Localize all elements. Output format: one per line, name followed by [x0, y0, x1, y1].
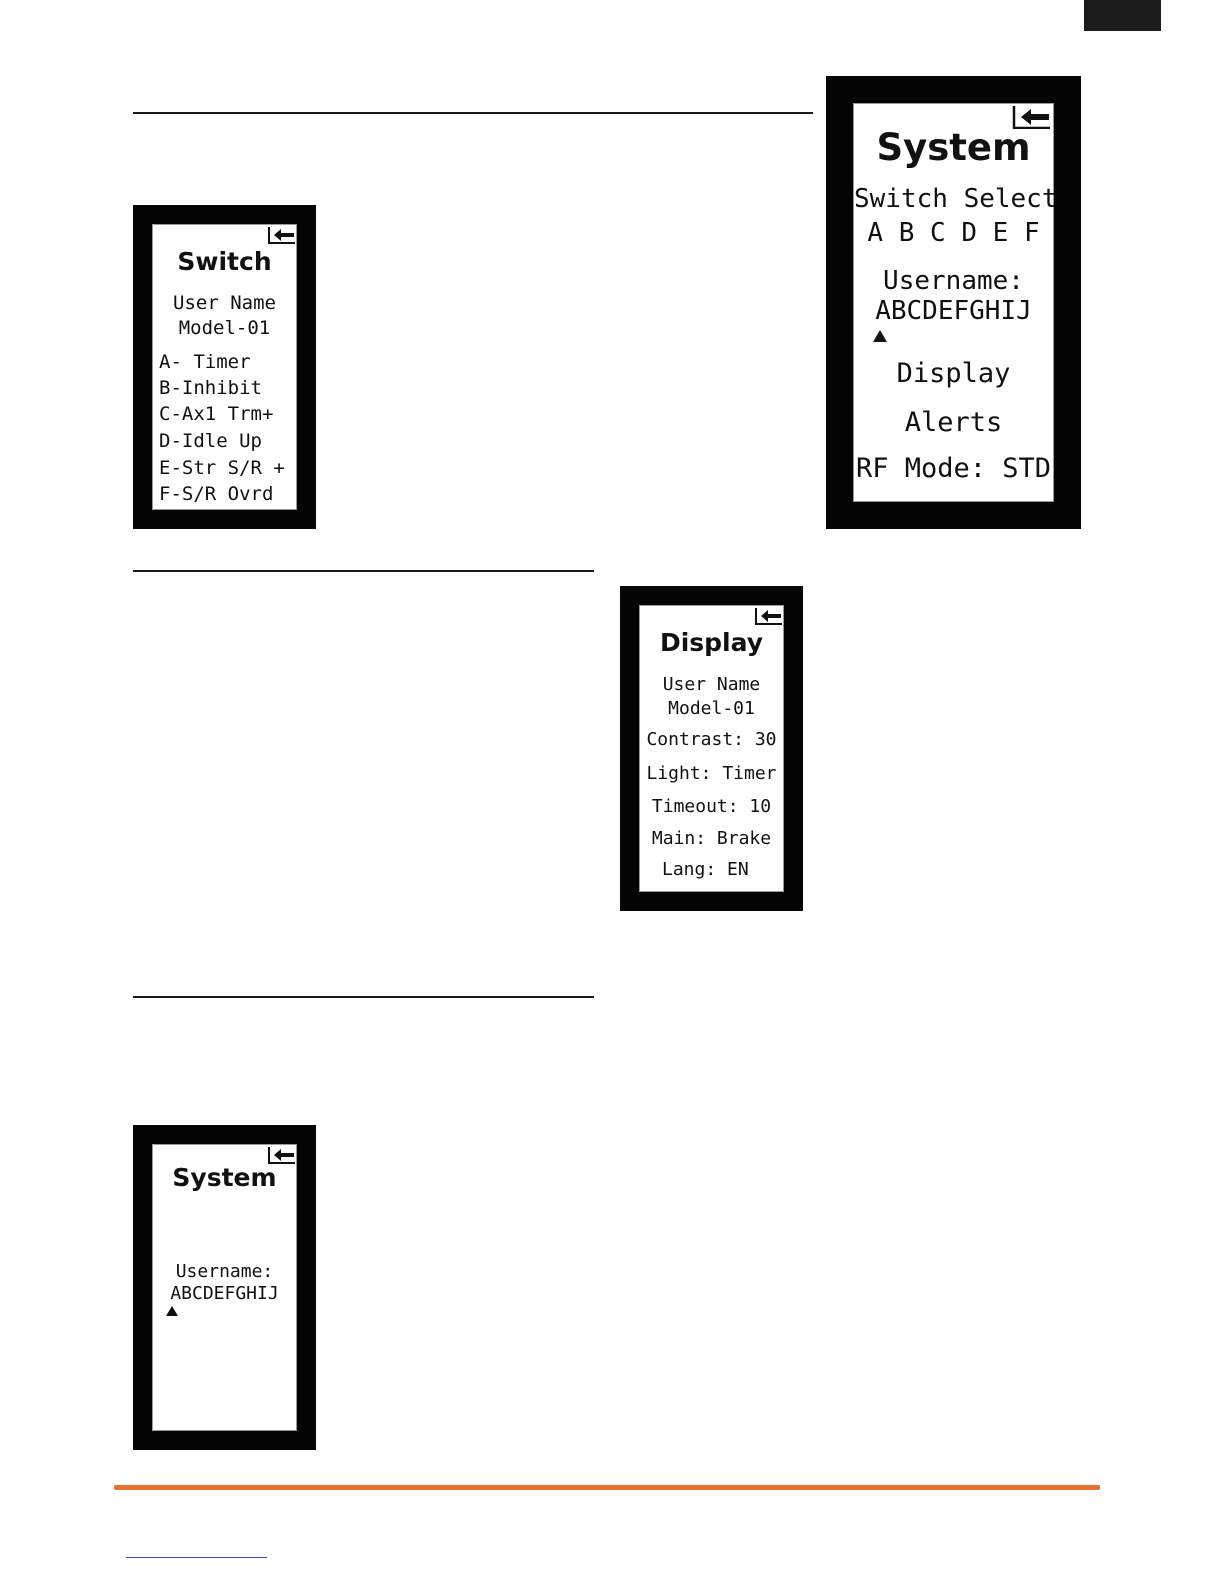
switch-assignment-e[interactable]: E-Str S/R +: [159, 457, 285, 479]
section-divider: [133, 570, 594, 572]
switch-assignment-c[interactable]: C-Ax1 Trm+: [159, 403, 274, 425]
username-value[interactable]: ABCDEFGHIJ: [170, 1283, 279, 1304]
screen-title: Switch: [177, 247, 272, 276]
menu-item-alerts[interactable]: Alerts: [904, 407, 1003, 438]
model-name: Model-01: [668, 698, 755, 719]
display-screen: [620, 586, 803, 911]
switch-select-letters[interactable]: A B C D E F: [867, 218, 1040, 248]
cursor-triangle-icon: [166, 1306, 178, 1316]
screen-title: Display: [659, 628, 764, 657]
switch-assignment-a[interactable]: A- Timer: [159, 351, 251, 373]
light-setting[interactable]: Light: Timer: [646, 763, 777, 784]
section-divider: [133, 112, 813, 114]
user-name-label: User Name: [662, 674, 761, 695]
language-setting[interactable]: Lang: EN: [662, 859, 749, 880]
back-arrow-icon[interactable]: [754, 607, 784, 625]
back-arrow-icon[interactable]: [267, 226, 297, 244]
menu-item-display[interactable]: Display: [896, 358, 1011, 389]
switch-assignment-d[interactable]: D-Idle Up: [159, 430, 262, 452]
page-corner-tab: [1084, 0, 1161, 31]
username-value[interactable]: ABCDEFGHIJ: [875, 296, 1032, 326]
section-divider: [133, 996, 594, 998]
switch-assignment-b[interactable]: B-Inhibit: [159, 377, 262, 399]
screen-title: System: [172, 1163, 277, 1192]
username-label: Username:: [175, 1261, 274, 1282]
timeout-setting[interactable]: Timeout: 10: [651, 796, 772, 817]
footer-link-underline[interactable]: [126, 1557, 267, 1558]
switch-select-label[interactable]: Switch Select: [854, 184, 1058, 214]
rf-mode-setting[interactable]: RF Mode: STD: [855, 453, 1052, 484]
switch-screen: [133, 205, 316, 529]
cursor-triangle-icon: [873, 330, 887, 342]
contrast-setting[interactable]: Contrast: 30: [646, 729, 777, 750]
back-arrow-icon[interactable]: [267, 1146, 297, 1164]
screen-title: System: [876, 126, 1031, 169]
model-name: Model-01: [178, 317, 271, 339]
switch-assignment-f[interactable]: F-S/R Ovrd: [159, 483, 274, 505]
main-setting[interactable]: Main: Brake: [651, 828, 772, 849]
username-label: Username:: [883, 266, 1024, 296]
footer-accent-rule: [114, 1485, 1100, 1490]
user-name-label: User Name: [173, 292, 276, 314]
system-screen-large: [826, 76, 1081, 529]
system-screen-small: [133, 1125, 316, 1450]
